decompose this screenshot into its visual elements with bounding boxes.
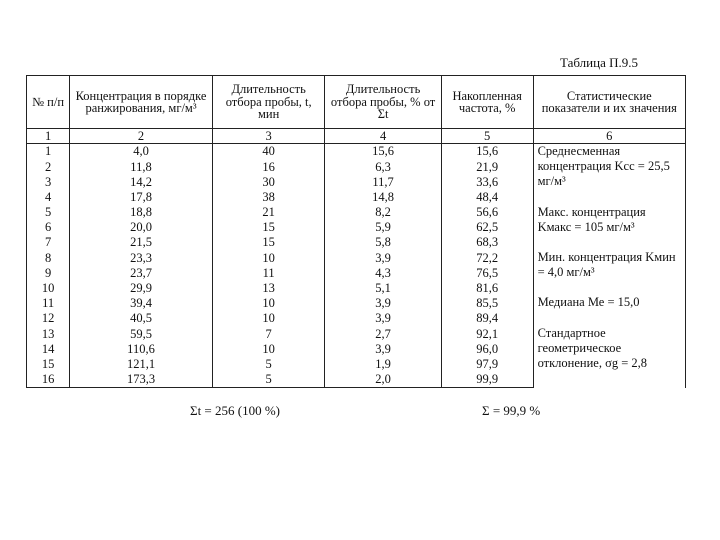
header-duration-pct: Длительность отбора пробы, % от Σt [325,76,441,129]
row-cumulative: 21,9 [441,159,533,174]
row-concentration: 18,8 [70,205,213,220]
row-index: 8 [27,250,70,265]
row-cumulative: 48,4 [441,190,533,205]
row-duration-min: 10 [212,341,325,356]
column-number: 3 [212,129,325,144]
row-concentration: 20,0 [70,220,213,235]
row-cumulative: 97,9 [441,357,533,372]
row-duration-min: 10 [212,311,325,326]
row-duration-pct: 8,2 [325,205,441,220]
column-number: 2 [70,129,213,144]
row-duration-pct: 15,6 [325,144,441,160]
header-duration-min: Длительность отбора пробы, t, мин [212,76,325,129]
row-concentration: 23,7 [70,266,213,281]
row-duration-min: 10 [212,250,325,265]
row-concentration: 21,5 [70,235,213,250]
row-duration-min: 7 [212,326,325,341]
row-duration-min: 15 [212,235,325,250]
row-cumulative: 89,4 [441,311,533,326]
row-index: 1 [27,144,70,160]
row-index: 16 [27,372,70,388]
column-number: 6 [533,129,685,144]
row-concentration: 40,5 [70,311,213,326]
row-duration-pct: 11,7 [325,174,441,189]
row-duration-min: 5 [212,372,325,388]
row-duration-min: 38 [212,190,325,205]
row-index: 12 [27,311,70,326]
row-duration-pct: 4,3 [325,266,441,281]
header-row [27,76,686,129]
row-duration-min: 11 [212,266,325,281]
row-cumulative: 15,6 [441,144,533,160]
row-cumulative: 85,5 [441,296,533,311]
row-concentration: 59,5 [70,326,213,341]
column-number-row [27,129,686,144]
column-number: 1 [27,129,70,144]
row-duration-pct: 3,9 [325,250,441,265]
row-index: 6 [27,220,70,235]
row-duration-pct: 3,9 [325,296,441,311]
row-concentration: 29,9 [70,281,213,296]
row-concentration: 121,1 [70,357,213,372]
row-index: 10 [27,281,70,296]
row-duration-pct: 2,0 [325,372,441,388]
row-concentration: 11,8 [70,159,213,174]
row-duration-pct: 14,8 [325,190,441,205]
row-duration-min: 13 [212,281,325,296]
row-duration-min: 16 [212,159,325,174]
row-cumulative: 99,9 [441,372,533,388]
row-cumulative: 96,0 [441,341,533,356]
row-concentration: 173,3 [70,372,213,388]
row-index: 4 [27,190,70,205]
row-cumulative: 56,6 [441,205,533,220]
row-index: 13 [27,326,70,341]
row-duration-min: 21 [212,205,325,220]
row-duration-min: 40 [212,144,325,160]
row-index: 15 [27,357,70,372]
row-duration-min: 10 [212,296,325,311]
row-duration-pct: 5,8 [325,235,441,250]
row-concentration: 39,4 [70,296,213,311]
row-cumulative: 76,5 [441,266,533,281]
column-number: 5 [441,129,533,144]
stat-item: Медиана Ме = 15,0 [537,295,640,310]
total-frequency: Σ = 99,9 % [482,403,541,418]
row-duration-pct: 1,9 [325,357,441,372]
data-table [26,75,686,388]
row-duration-min: 30 [212,174,325,189]
row-cumulative: 68,3 [441,235,533,250]
stat-item: Стандартное геометрическое отклонение, σg = 2,8 [537,325,647,371]
stats-cell [533,144,685,388]
row-concentration: 23,3 [70,250,213,265]
row-cumulative: 72,2 [441,250,533,265]
stat-item: Среднесменная концентрация Kсс = 25,5 мг/м³ [537,144,670,189]
row-duration-pct: 6,3 [325,159,441,174]
row-duration-pct: 5,1 [325,281,441,296]
row-index: 7 [27,235,70,250]
row-duration-pct: 3,9 [325,341,441,356]
row-duration-min: 15 [212,220,325,235]
stat-item: Мин. концентрация Kмин = 4,0 мг/м³ [537,250,676,280]
row-duration-pct: 2,7 [325,326,441,341]
row-index: 3 [27,174,70,189]
row-concentration: 17,8 [70,190,213,205]
total-time: Σt = 256 (100 %) [190,403,280,418]
row-index: 9 [27,266,70,281]
row-index: 11 [27,296,70,311]
row-cumulative: 92,1 [441,326,533,341]
header-stats: Статистические показатели и их значения [533,76,685,129]
row-index: 5 [27,205,70,220]
column-number: 4 [325,129,441,144]
header-index: № п/п [27,76,70,129]
row-index: 14 [27,341,70,356]
row-index: 2 [27,159,70,174]
row-concentration: 110,6 [70,341,213,356]
row-concentration: 14,2 [70,174,213,189]
table-row [27,144,686,160]
row-cumulative: 81,6 [441,281,533,296]
header-cumulative: Накопленная частота, % [441,76,533,129]
row-duration-min: 5 [212,357,325,372]
row-duration-pct: 3,9 [325,311,441,326]
row-cumulative: 62,5 [441,220,533,235]
row-duration-pct: 5,9 [325,220,441,235]
header-concentration: Концентрация в порядке ранжирования, мг/м³ [70,76,213,129]
table-caption: Таблица П.9.5 [560,55,638,70]
stat-item: Макс. концентрация Kмакс = 105 мг/м³ [537,204,646,234]
row-cumulative: 33,6 [441,174,533,189]
row-concentration: 4,0 [70,144,213,160]
